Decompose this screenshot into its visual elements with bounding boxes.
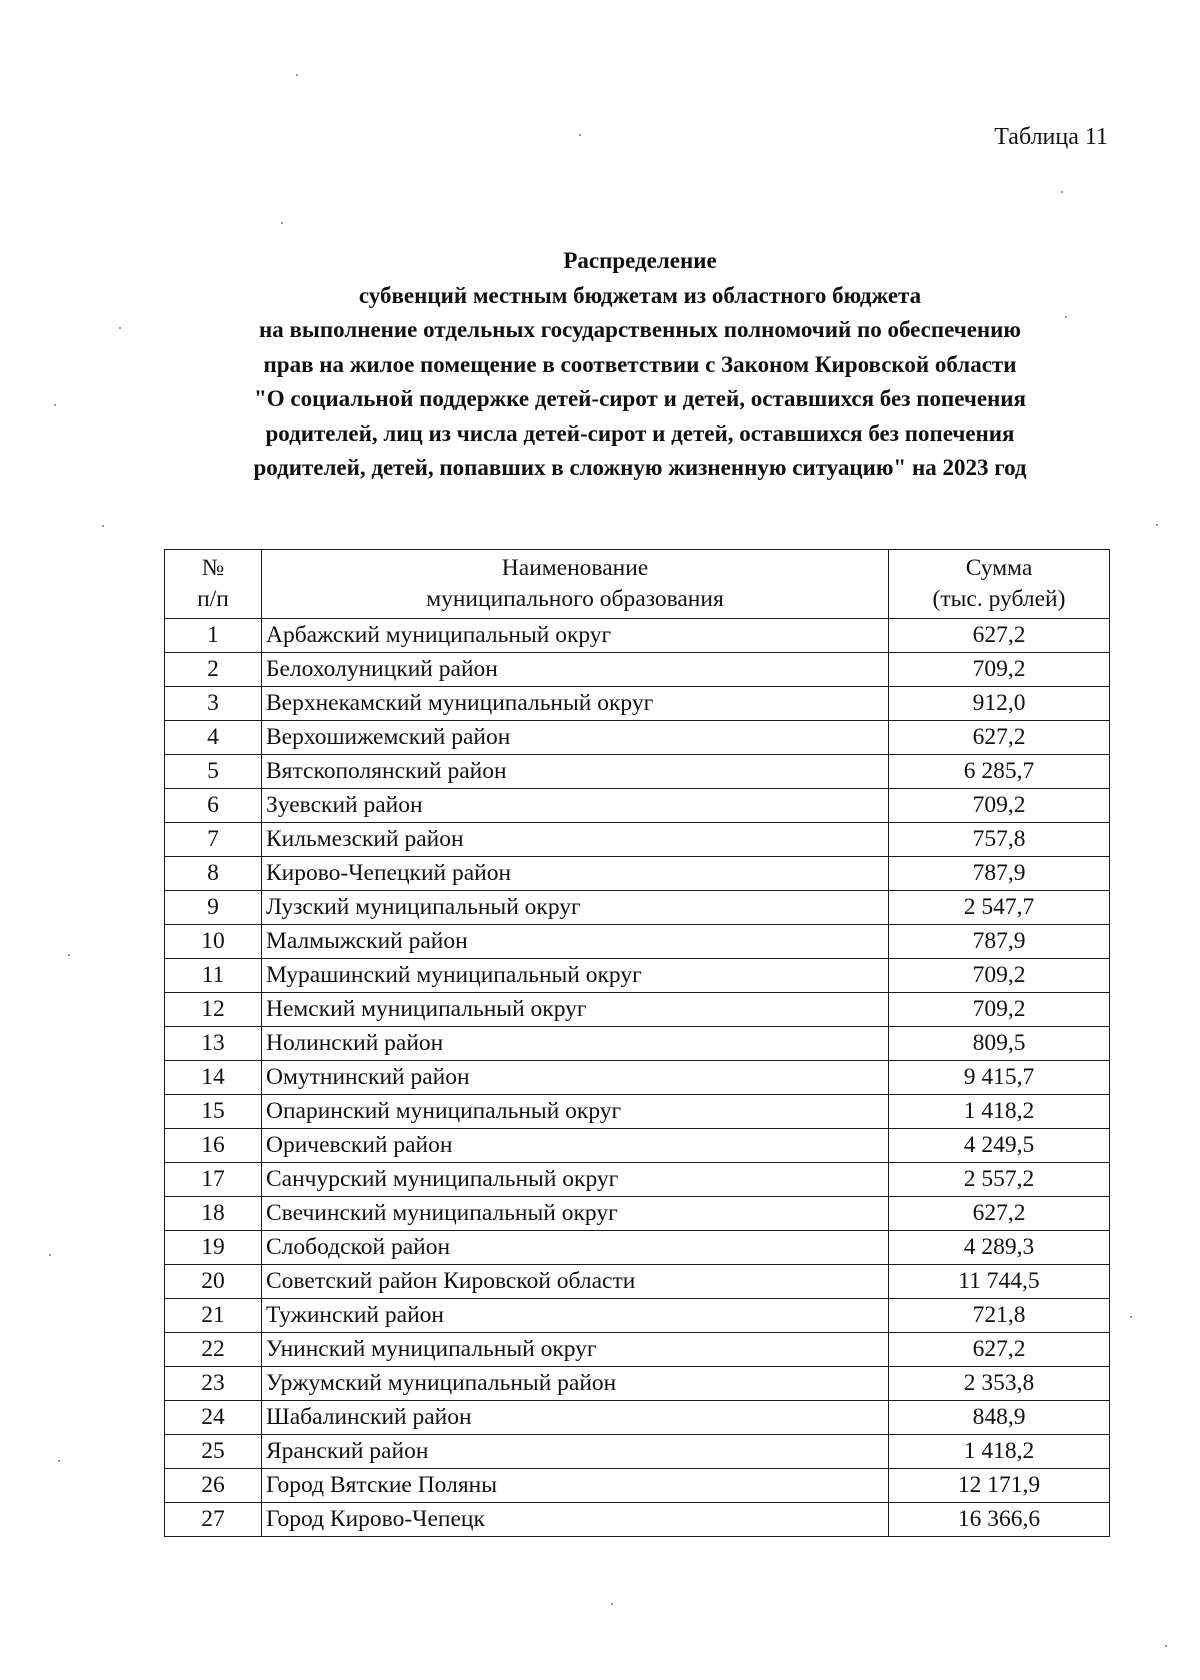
row-amount: 848,9 [889,1401,1110,1435]
scan-speck [611,1603,613,1605]
row-amount: 809,5 [889,1027,1110,1061]
row-amount: 627,2 [889,1197,1110,1231]
row-number: 4 [165,721,262,755]
row-amount: 787,9 [889,857,1110,891]
title-line: субвенций местным бюджетам из областного бюджета [358,282,922,308]
row-number: 6 [165,789,262,823]
table-row [165,721,1110,755]
row-municipality: Слободской район [262,1231,889,1265]
row-municipality: Яранский район [262,1435,889,1469]
table-row [165,653,1110,687]
table-row [165,1401,1110,1435]
title-line: прав на жилое помещение в соответствии с Законом Кировской области [263,351,1017,377]
row-number: 14 [165,1061,262,1095]
row-amount: 709,2 [889,959,1110,993]
row-amount: 1 418,2 [889,1435,1110,1469]
row-amount: 6 285,7 [889,755,1110,789]
row-number: 11 [165,959,262,993]
header-number-line: № [201,555,225,581]
scan-speck [1130,1316,1132,1318]
row-amount: 11 744,5 [889,1265,1110,1299]
header-sum [889,550,1110,619]
scan-speck [296,74,298,76]
row-amount: 4 289,3 [889,1231,1110,1265]
table-row [165,1333,1110,1367]
scan-speck [1065,316,1067,318]
row-municipality: Верхнекамский муниципальный округ [262,687,889,721]
header-name [262,550,889,619]
document-title [150,244,1130,486]
row-municipality: Свечинский муниципальный округ [262,1197,889,1231]
scan-speck [68,954,70,956]
table-row [165,857,1110,891]
row-number: 20 [165,1265,262,1299]
row-municipality: Унинский муниципальный округ [262,1333,889,1367]
scan-speck [102,525,104,527]
row-number: 5 [165,755,262,789]
row-municipality: Кирово-Чепецкий район [262,857,889,891]
table-row [165,1095,1110,1129]
table-row [165,1129,1110,1163]
table-row [165,1061,1110,1095]
scan-speck [49,1254,51,1256]
row-municipality: Немский муниципальный округ [262,993,889,1027]
row-amount: 16 366,6 [889,1503,1110,1537]
row-municipality: Кильмезский район [262,823,889,857]
row-amount: 627,2 [889,1333,1110,1367]
table-header-row [165,550,1110,619]
row-municipality: Мурашинский муниципальный округ [262,959,889,993]
row-amount: 912,0 [889,687,1110,721]
row-municipality: Лузский муниципальный округ [262,891,889,925]
row-amount: 709,2 [889,653,1110,687]
row-number: 22 [165,1333,262,1367]
row-amount: 627,2 [889,619,1110,653]
row-amount: 709,2 [889,789,1110,823]
row-number: 19 [165,1231,262,1265]
row-amount: 757,8 [889,823,1110,857]
row-amount: 627,2 [889,721,1110,755]
row-number: 8 [165,857,262,891]
table-row [165,1367,1110,1401]
table-row [165,1299,1110,1333]
table-row [165,1435,1110,1469]
table-row [165,755,1110,789]
row-municipality: Советский район Кировской области [262,1265,889,1299]
row-municipality: Санчурский муниципальный округ [262,1163,889,1197]
header-sum-line: Сумма [965,555,1033,581]
table-row [165,789,1110,823]
row-number: 27 [165,1503,262,1537]
row-municipality: Опаринский муниципальный округ [262,1095,889,1129]
row-amount: 787,9 [889,925,1110,959]
row-number: 23 [165,1367,262,1401]
row-municipality: Оричевский район [262,1129,889,1163]
scan-speck [58,1460,60,1462]
header-name-line: муниципального образования [426,586,724,612]
row-municipality: Вятскополянский район [262,755,889,789]
table-row [165,619,1110,653]
scan-speck [1156,524,1158,526]
table-row [165,1163,1110,1197]
table-row [165,1231,1110,1265]
title-line: на выполнение отдельных государственных полномочий по обеспечению [258,317,1022,342]
scan-speck [1061,191,1063,193]
row-municipality: Нолинский район [262,1027,889,1061]
row-municipality: Уржумский муниципальный район [262,1367,889,1401]
row-municipality: Шабалинский район [262,1401,889,1435]
row-municipality: Омутнинский район [262,1061,889,1095]
row-number: 18 [165,1197,262,1231]
row-number: 2 [165,653,262,687]
scan-speck [281,222,283,224]
table-row [165,1265,1110,1299]
title-line: родителей, лиц из числа детей-сирот и детей, оставшихся без попечения [265,420,1015,446]
table-number-label: Таблица 11 [994,124,1108,150]
row-number: 13 [165,1027,262,1061]
row-amount: 4 249,5 [889,1129,1110,1163]
row-municipality: Город Вятские Поляны [262,1469,889,1503]
header-name-line: Наименование [501,555,649,581]
row-number: 24 [165,1401,262,1435]
row-municipality: Тужинский район [262,1299,889,1333]
row-number: 15 [165,1095,262,1129]
row-number: 9 [165,891,262,925]
table-row [165,1469,1110,1503]
table-row [165,891,1110,925]
row-municipality: Арбажский муниципальный округ [262,619,889,653]
row-number: 17 [165,1163,262,1197]
row-amount: 9 415,7 [889,1061,1110,1095]
row-number: 12 [165,993,262,1027]
row-amount: 1 418,2 [889,1095,1110,1129]
title-line: "О социальной поддержке детей-сирот и детей, оставшихся без попечения [254,386,1026,411]
header-sum-line: (тыс. рублей) [932,586,1066,612]
row-amount: 12 171,9 [889,1469,1110,1503]
row-number: 25 [165,1435,262,1469]
row-number: 26 [165,1469,262,1503]
row-municipality: Малмыжский район [262,925,889,959]
scan-speck [119,327,121,329]
row-number: 7 [165,823,262,857]
table-row [165,687,1110,721]
row-amount: 709,2 [889,993,1110,1027]
subsidy-distribution-table [164,549,1110,1537]
table-row [165,1503,1110,1537]
row-municipality: Город Кирово-Чепецк [262,1503,889,1537]
row-amount: 721,8 [889,1299,1110,1333]
row-number: 1 [165,619,262,653]
row-municipality: Белохолуницкий район [262,653,889,687]
title-line: родителей, детей, попавших в сложную жизненную ситуацию" на 2023 год [253,455,1027,480]
scan-speck [579,134,581,136]
row-municipality: Верхошижемский район [262,721,889,755]
title-line: Распределение [563,248,717,273]
header-number [165,550,262,619]
row-municipality: Зуевский район [262,789,889,823]
scan-speck [54,404,56,406]
row-number: 16 [165,1129,262,1163]
table-row [165,1027,1110,1061]
scan-speck [1165,1645,1167,1647]
row-amount: 2 353,8 [889,1367,1110,1401]
row-amount: 2 557,2 [889,1163,1110,1197]
header-number-line: п/п [197,586,229,612]
table-row [165,925,1110,959]
row-number: 3 [165,687,262,721]
table-row [165,1197,1110,1231]
table-row [165,993,1110,1027]
row-number: 21 [165,1299,262,1333]
table-row [165,959,1110,993]
row-number: 10 [165,925,262,959]
table-row [165,823,1110,857]
row-amount: 2 547,7 [889,891,1110,925]
